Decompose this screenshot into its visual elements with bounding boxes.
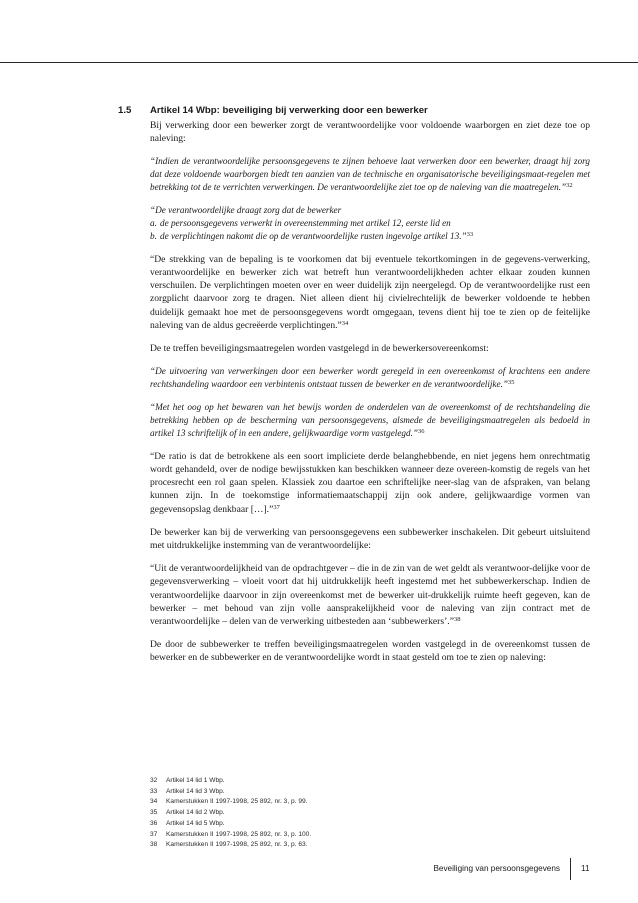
quote-article-14-1: [150, 155, 590, 194]
footnote-ref[interactable]: 36: [418, 427, 425, 435]
list-item: [150, 230, 590, 243]
footnote: [150, 787, 530, 798]
paragraph-text: “De strekking van de bepaling is te voorkomen dat bij eventuele tekortkomingen in de gegevens-verwerking, verantwoordelijke en bewerker zich wat betreft hun verantwoordelijkheden achter elkaar zouden kunnen verschuilen. De verplichtingen moeten over en weer duidelijk zijn neergelegd. Op de verantwoordelijke rust een zorgplicht daarvoor zorg te dragen. Niet alleen dient hij civielrechtelijk de bewerker voldoende te hebben duidelijk gemaakt hoe met de persoonsgegevens wordt omgegaan, tevens dient hij toe te zien op de feitelijke naleving van de aldus gecreëerde verplichtingen.”: [150, 253, 590, 331]
list-item-text: de verplichtingen nakomt die op de verantwoordelijke rusten ingevolge artikel 13.”: [160, 230, 467, 241]
footnote: [150, 776, 530, 787]
section-number: 1.5: [118, 105, 132, 116]
footnote-number: 35: [150, 809, 158, 817]
list-item: [150, 217, 590, 230]
footnote-text: Artikel 14 lid 1 Wbp.: [166, 777, 225, 784]
quote-paragraph-strekking: [150, 253, 590, 332]
quote-text: “De uitvoering van verwerkingen door een bewerker wordt geregeld in een overeenkomst of krachtens een andere rechtshandeling waardoor een verbintenis ontstaat tussen de bewerker en de verantwoordelijke.”: [150, 366, 590, 390]
quote-article-14-5: [150, 401, 590, 440]
footnote-ref[interactable]: 32: [566, 182, 573, 190]
quote-text: “Met het oog op het bewaren van het bewijs worden de onderdelen van de overeenkomst of de rechtshandeling die betrekking hebben op de bescherming van persoonsgegevens, alsmede de beveiligingsmaatregelen als bedoeld in artikel 13 schriftelijk of in een andere, gelijkwaardige vorm vastgelegd.”: [150, 402, 590, 438]
footnote-ref[interactable]: 33: [466, 230, 474, 238]
list-marker: a.: [150, 218, 157, 229]
paragraph-subbewerker-maatregelen: De door de subbewerker te treffen beveiligingsmaatregelen worden vastgelegd in de overeenkomst tussen de bewerker en de subbewerker en de verantwoordelijke wordt in staat gesteld om toe te zien op naleving:: [150, 639, 590, 664]
footnote-number: 36: [150, 819, 158, 827]
section-body: [150, 119, 590, 675]
footnote-text: Kamerstukken II 1997-1998, 25 892, nr. 3, p. 63.: [166, 841, 308, 849]
footnote-text: Kamerstukken II 1997-1998, 25 892, nr. 3, p. 99.: [166, 798, 308, 806]
footnote-ref[interactable]: 38: [453, 616, 461, 624]
quote-lead: “De verantwoordelijke draagt zorg dat de bewerker: [150, 205, 342, 216]
footnotes: [150, 776, 530, 851]
paragraph-text: “De ratio is dat de betrokkene als een soort impliciete derde belanghebbende, en niet jegens hem onrechtmatig wordt gehandeld, over de nodige bewijsstukken kan beschikken wanneer deze overeen-komstig de regels van het procesrecht een rol gaan spelen. Klassiek zou daartoe een schriftelijke neer-slag van de afspraken, van belang kunnen zijn. In de toekomstige informatiemaatschappij zijn ook andere, gelijkwaardige vormen van gegevensopslag denkbaar […].”: [150, 450, 590, 515]
footer-divider: [570, 858, 571, 880]
footnote-ref[interactable]: 37: [273, 503, 280, 511]
quote-paragraph-ratio: [150, 450, 590, 516]
intro-paragraph: Bij verwerking door een bewerker zorgt de verantwoordelijke voor voldoende waarborgen en ziet deze toe op naleving:: [150, 120, 590, 145]
list-item-text: de persoonsgegevens verwerkt in overeenstemming met artikel 12, eerste lid en: [160, 218, 451, 229]
footnote-text: Artikel 14 lid 3 Wbp.: [166, 787, 225, 795]
paragraph-maatregelen: De te treffen beveiligingsmaatregelen worden vastgelegd in de bewerkersovereenkomst:: [150, 343, 489, 355]
footnote-text: Kamerstukken II 1997-1998, 25 892, nr. 3, p. 100.: [166, 830, 312, 838]
running-title: Beveiliging van persoonsgegevens: [433, 864, 560, 873]
footnote: [150, 840, 530, 851]
list-marker: b.: [150, 230, 157, 241]
footnote-number: 37: [150, 830, 158, 838]
footnote-text: Artikel 14 lid 5 Wbp.: [166, 819, 225, 827]
footnote-number: 32: [150, 777, 158, 784]
footnote-ref[interactable]: 35: [508, 379, 515, 387]
footnote: [150, 819, 530, 830]
paragraph-text: “Uit de verantwoordelijkheid van de opdrachtgever – die in de zin van de wet geldt als verantwoor-delijke voor de gegevensverwerking – vloeit voort dat hij uitdrukkelijk heeft ingestemd met het subbewerkerschap. Indien de verantwoordelijke daarvoor in zijn overeenkomst met de bewerker uit-drukkelijk ruimte heeft gegeven, kan de bewerker – met behoud van zijn volle aansprakelijkheid voor de naleving van zijn contract met de verantwoordelijke – delen van de verwerking uitbesteden aan ‘subbewerkers’.”: [150, 563, 590, 628]
section-heading: [118, 104, 588, 117]
quote-article-14-2: [150, 365, 590, 391]
paragraph-subbewerker: De bewerker kan bij de verwerking van persoonsgegevens een subbewerker inschakelen. Dit gebeurt uitsluitend met uitdrukkelijke instemming van de verantwoordelijke:: [150, 526, 590, 552]
footnote-number: 33: [150, 787, 158, 795]
footnote-text: Artikel 14 lid 2 Wbp.: [166, 809, 225, 817]
page-footer: [0, 858, 638, 880]
quote-text: “Indien de verantwoordelijke persoonsgegevens te zijnen behoeve laat verwerken door een bewerker, draagt hij zorg dat deze voldoende waarborgen biedt ten aanzien van de technische en organisatorische beveiligingsmaat-regelen met betrekking tot de te verrichten verwerkingen. De verantwoordelijke ziet toe op de naleving van die maatregelen.”: [150, 156, 590, 193]
quote-article-14-3: [150, 204, 590, 243]
page-number: 11: [581, 864, 590, 873]
footnote-number: 34: [150, 798, 158, 806]
quote-paragraph-opdrachtgever: [150, 562, 590, 628]
header-rule: [0, 62, 638, 63]
footnote: [150, 830, 530, 841]
footnote-ref[interactable]: 34: [341, 319, 349, 327]
footnote: [150, 808, 530, 819]
footnote: [150, 797, 530, 808]
section-title: Artikel 14 Wbp: beveiliging bij verwerking door een bewerker: [150, 105, 428, 116]
footnote-number: 38: [150, 841, 158, 849]
